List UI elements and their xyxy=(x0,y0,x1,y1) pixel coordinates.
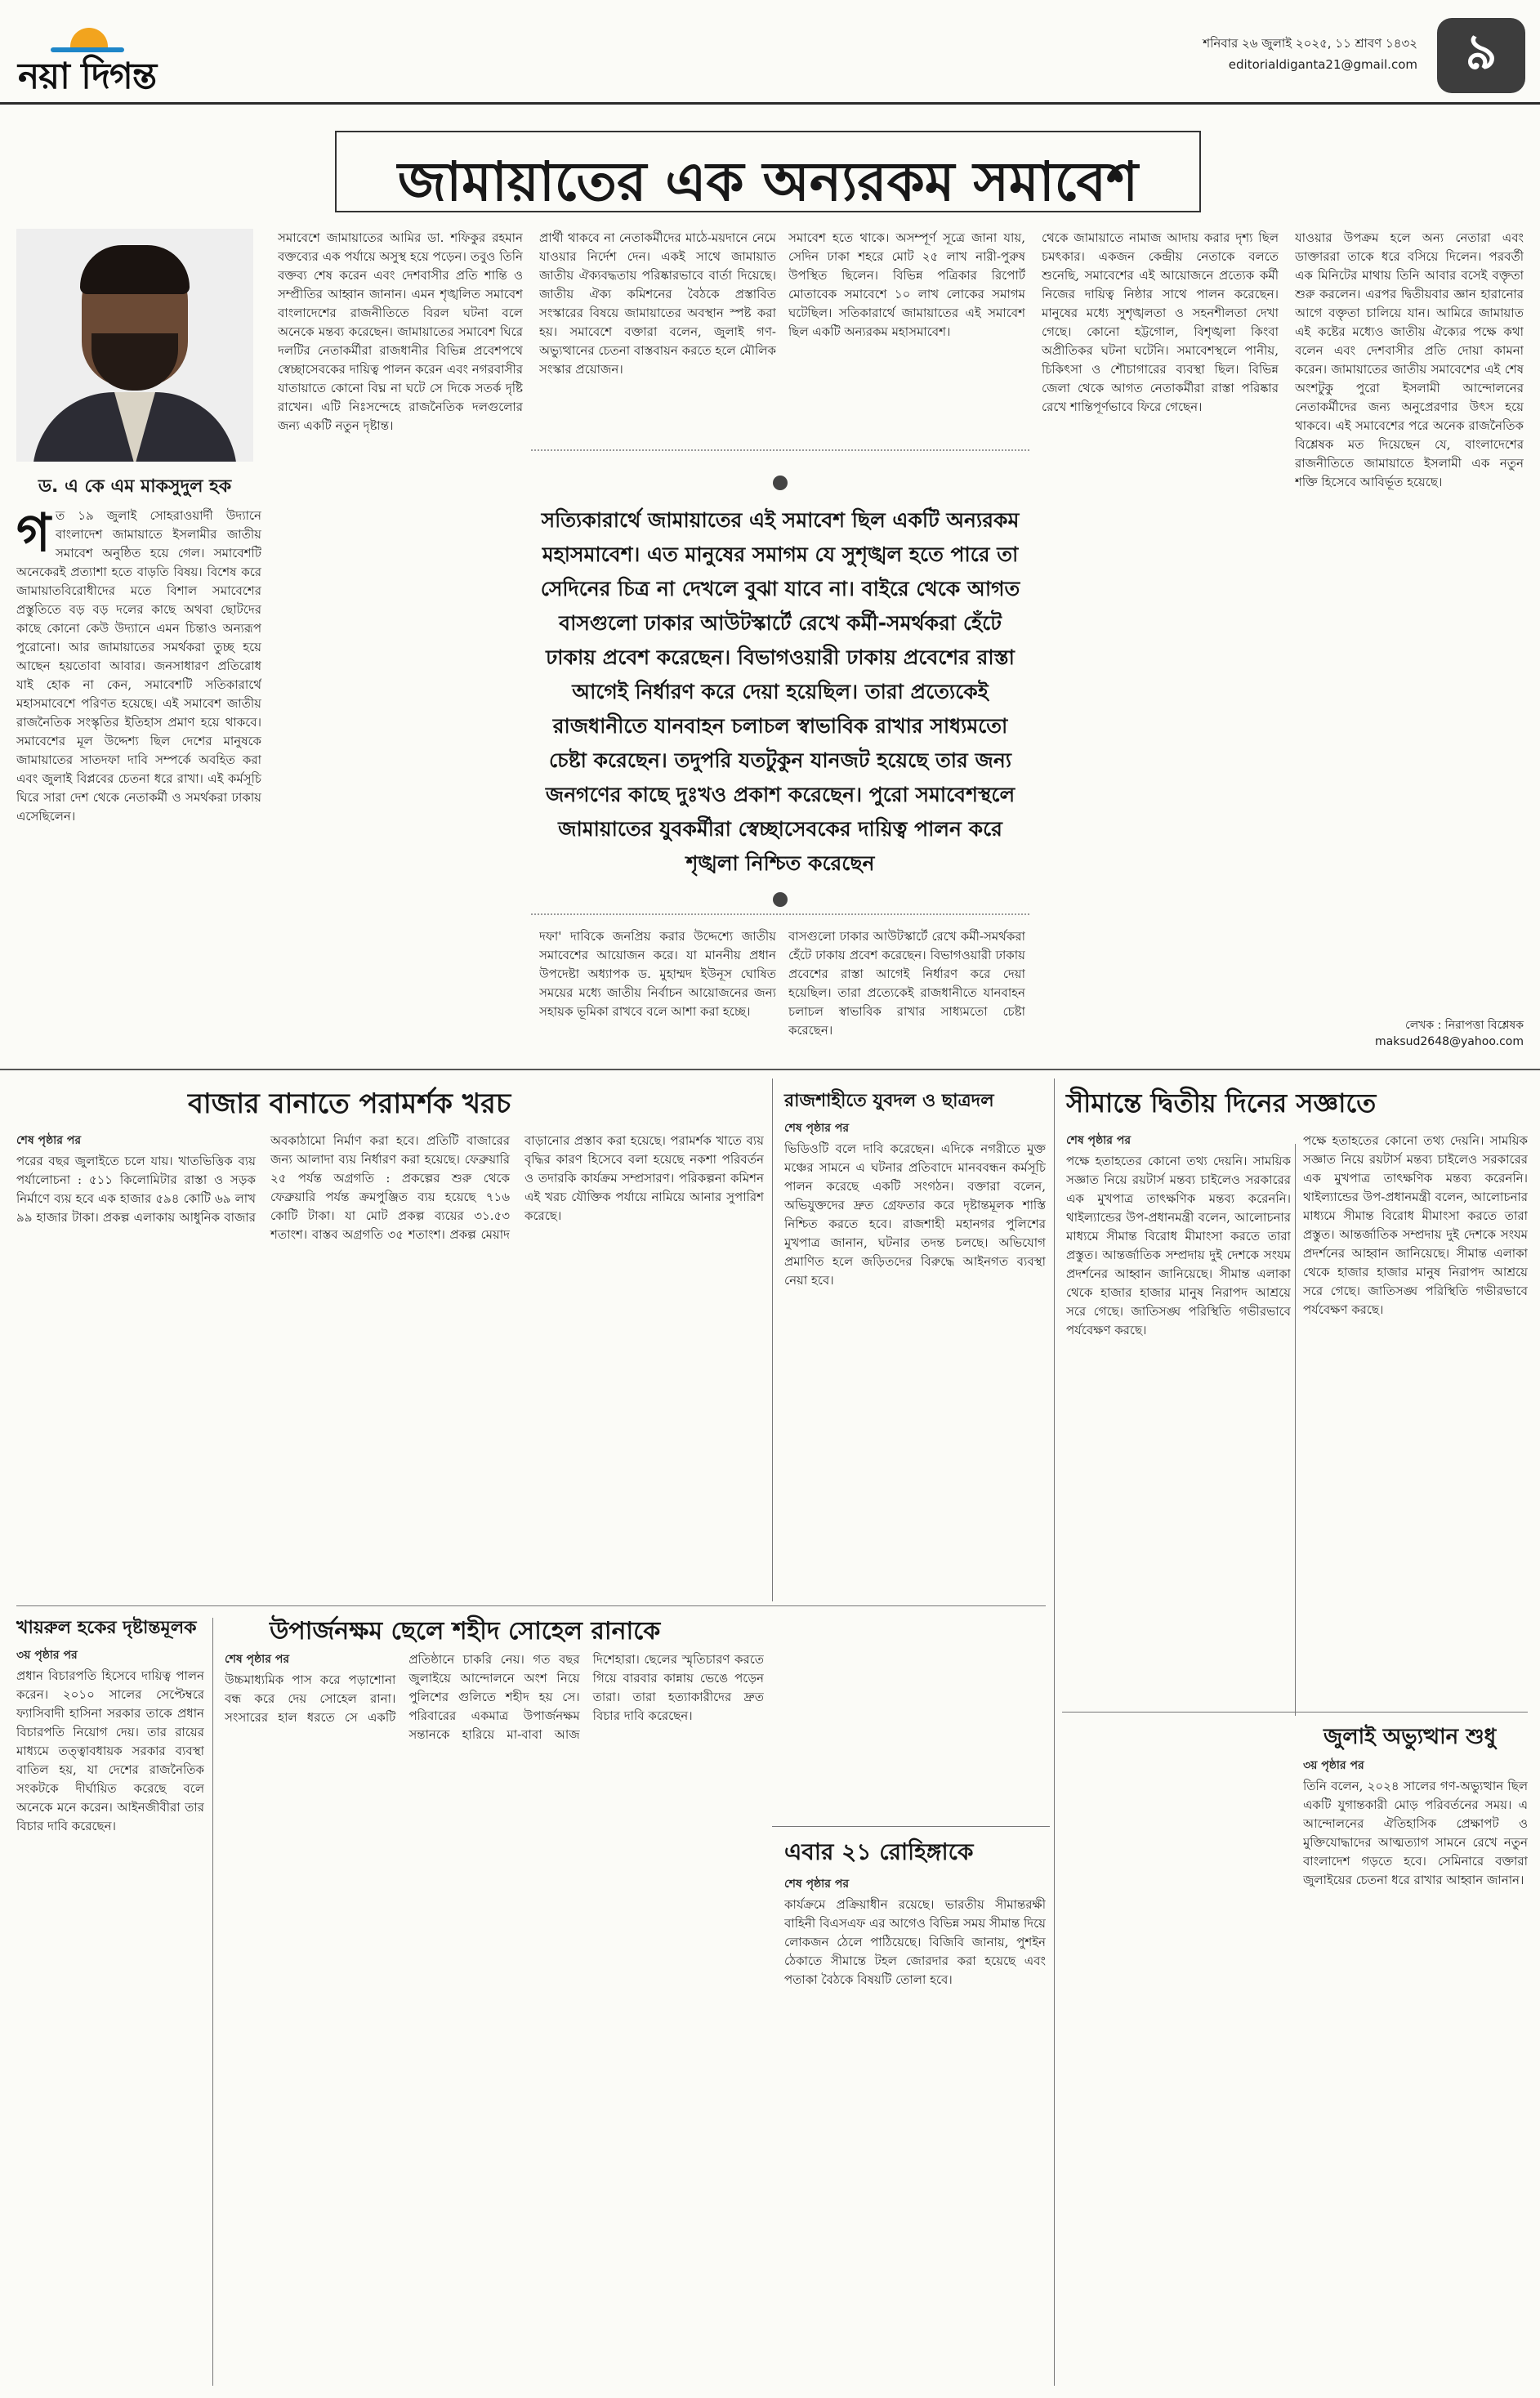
article-column-3-bottom xyxy=(539,927,776,1058)
story-headline[interactable]: সীমান্তে দ্বিতীয় দিনের সজ্ঞাতে xyxy=(1066,1087,1377,1119)
continuation-tag: শেষ পৃষ্ঠার পর xyxy=(16,1134,82,1147)
story-text: ভিডিওটি বলে দাবি করেছেন। এদিকে নগরীতে মুক্ত মঞ্চের সামনে এ ঘটনার প্রতিবাদে মানববন্ধন কর্মসূচি পালন করেছে একটি সংগঠন। বক্তারা বলেন, অভিযুক্তদের দ্রুত গ্রেফতার করে দৃষ্টান্তমূলক শাস্তি নিশ্চিত করতে হবে। রাজশাহী মহানগর পুলিশের মুখপাত্র জানান, ঘটনার তদন্ত চলছে। অভিযোগ প্রমাণিত হলে জড়িতদের বিরুদ্ধে আইনগত ব্যবস্থা নেয়া হবে। xyxy=(784,1141,1046,1288)
story-text: উচ্চমাধ্যমিক পাস করে পড়াশোনা বন্ধ করে দেয় সোহেল রানা। সংসারের হাল ধরতে সে একটি প্রতিষ্ঠানে চাকরি নেয়। গত বছর জুলাইয়ে আন্দোলনে অংশ নিয়ে পুলিশের গুলিতে শহীদ হয় সে। পরিবারের একমাত্র উপার্জনক্ষম সন্তানকে হারিয়ে মা-বাবা আজ দিশেহারা। ছেলের স্মৃতিচারণ করতে গিয়ে বারবার কান্নায় ভেঙে পড়েন তারা। তারা হত্যাকারীদের দ্রুত বিচার দাবি করেছেন। xyxy=(225,1652,764,1742)
article-column-1 xyxy=(16,507,261,1013)
story-text: তিনি বলেন, ২০২৪ সালের গণ-অভ্যুত্থান ছিল একটি যুগান্তকারী মোড় পরিবর্তনের সময়। এ আন্দোলনের ঐতিহাসিক প্রেক্ষাপট ও মুক্তিযোদ্ধাদের আত্মত্যাগ সামনে রেখে নতুন বাংলাদেশ গড়তে হবে। সেমিনারে বক্তারা জুলাইয়ের চেতনা ধরে রাখার আহ্বান জানান। xyxy=(1303,1779,1528,1887)
pull-quote-text: সত্যিকারার্থে জামায়াতের এই সমাবেশ ছিল একটি অন্যরকম মহাসমাবেশ। এত মানুষের সমাগম যে সুশৃঙ্খল হতে পারে তা সেদিনের চিত্র না দেখলে বুঝা যাবে না। বাইরে থেকে আগত বাসগুলো ঢাকার আউটস্কার্টে রেখে কর্মী-সমর্থকরা হেঁটে ঢাকায় প্রবেশ করেছেন। বিভাগওয়ারী ঢাকায় প্রবেশের রাস্তা আগেই নির্ধারণ করে দেয়া হয়েছিল। তারা প্রত্যেকেই রাজধানীতে যানবাহন চলাচল স্বাভাবিক রাখার সাধ্যমতো চেষ্টা করেছেন। তদুপরি যতটুকুন যানজট হয়েছে তার জন্য জনগণের কাছে দুঃখও প্রকাশ করেছেন। পুরো সমাবেশস্থলে জামায়াতের যুবকর্মীরা স্বেচ্ছাসেবকের দায়িত্ব পালন করে শৃঙ্খলা নিশ্চিত করেছেন xyxy=(540,508,1020,875)
bullet-icon xyxy=(773,892,788,907)
continuation-tag: ৩য় পৃষ্ঠার পর xyxy=(16,1649,78,1662)
story-text: পরের বছর জুলাইতে চলে যায়। খাতভিত্তিক ব্যয় পর্যালোচনা : ৫১১ কিলোমিটার রাস্তা ও সড়ক নির্মাণে ব্যয় হবে এক হাজার ৫৯৪ কোটি ৬৯ লাখ ৯৯ হাজার টাকা। প্রকল্প এলাকায় আধুনিক বাজার অবকাঠামো নির্মাণ করা হবে। প্রতিটি বাজারের জন্য আলাদা ব্যয় নির্ধারণ করা হয়েছে। ফেব্রুয়ারি ২৫ পর্যন্ত অগ্রগতি : প্রকল্পের শুরু থেকে ফেব্রুয়ারি পর্যন্ত ক্রমপুঞ্জিত ব্যয় হয়েছে ৭১৬ কোটি টাকা। যা মোট প্রকল্প ব্যয়ের ৩১.৫৩ শতাংশ। বাস্তব অগ্রগতি ৩৫ শতাংশ। প্রকল্প মেয়াদ বাড়ানোর প্রস্তাব করা হয়েছে। পরামর্শক খাতে ব্যয় বৃদ্ধির কারণ হিসেবে বলা হয়েছে নকশা পরিবর্তন ও তদারকি কার্যক্রম সম্প্রসারণ। পরিকল্পনা কমিশন এই খরচ যৌক্তিক পর্যায়ে নামিয়ে আনার সুপারিশ করেছে। xyxy=(16,1133,764,1242)
pull-quote xyxy=(531,449,1029,915)
column-divider xyxy=(1295,1144,1296,1716)
editorial-email[interactable]: editorialdiganta21@gmail.com xyxy=(1228,57,1417,72)
continuation-tag: শেষ পৃষ্ঠার পর xyxy=(225,1653,290,1666)
column-text: ত ১৯ জুলাই সোহরাওয়ার্দী উদ্যানে বাংলাদেশ জামায়াতে ইসলামীর জাতীয় সমাবেশ অনুষ্ঠিত হয়ে গেল। সমাবেশটি অনেকেরই প্রত্যাশা হতে বাড়তি বিষয়। বিশেষ করে জামায়াতবিরোধীদের মতে বিশাল সমাবেশের প্রস্তুতিতে বড় বড় দলের কাছে অথবা ছোটদের কাছে কোনো কেউ উদ্যানে এমন চিন্তাও অন্যরূপ পুরোনো। আর জামায়াতের সমর্থকরা তুচ্ছ হয়ে আছেন হয়তোবা আবার। জনসাধারণ প্রতিরোধ যাই হোক না কেন, সমাবেশটি সতিকারার্থে মহাসমাবেশে পরিণত হয়েছে। এই সমাবেশ জাতীয় রাজনৈতিক সংস্কৃতির ইতিহাস প্রমাণ হয়ে থাকবে। সমাবেশের মূল উদ্দেশ্য ছিল দেশের মানুষকে জামায়াতের সাতদফা দাবি সম্পর্কে অবহিত করা এবং জুলাই বিপ্লবের চেতনা ধরে রাখা। এই কর্মসূচি ঘিরে সারা দেশ থেকে নেতাকর্মী ও সমর্থকরা ঢাকায় এসেছিলেন। xyxy=(16,508,261,824)
story-headline[interactable]: এবার ২১ রোহিঙ্গাকে xyxy=(784,1838,974,1865)
article-column-6 xyxy=(1295,229,1524,997)
story-headline[interactable]: জুলাই অভ্যুত্থান শুধু xyxy=(1324,1725,1497,1749)
column-divider xyxy=(772,1078,773,1601)
column-text: সমাবেশ হতে থাকে। অসম্পূর্ণ সূত্রে জানা যায়, সেদিন ঢাকা শহরে মোট ২৫ লাখ নারী-পুরুষ উপস্থিত ছিলেন। বিভিন্ন পত্রিকার রিপোর্ট মোতাবেক সমাবেশে ১০ লাখ লোকের সমাগম ঘটেছিল। সতিকারার্থে জামায়াতের এই সমাবেশ ছিল একটি অন্যরকম মহাসমাবেশ। xyxy=(788,230,1025,339)
continuation-tag: শেষ পৃষ্ঠার পর xyxy=(784,1878,850,1891)
page-number: ৯ xyxy=(1437,18,1525,93)
sun-icon xyxy=(70,28,108,47)
continuation-tag: শেষ পৃষ্ঠার পর xyxy=(1066,1134,1132,1147)
story-text: পক্ষে হতাহতের কোনো তথ্য দেয়নি। সাময়িক সজ্ঞাত নিয়ে রয়টার্স মন্তব্য চাইলেও সরকারের এক মুখপাত্র তাৎক্ষণিক মন্তব্য করেননি। থাইল্যান্ডের উপ-প্রধানমন্ত্রী বলেন, আলোচনার মাধ্যমে সীমান্ত বিরোধ মীমাংসা করতে তারা প্রস্তুত। আন্তর্জাতিক সম্প্রদায় দুই দেশকে সংযম প্রদর্শনের আহ্বান জানিয়েছে। সীমান্ত এলাকা থেকে হাজার হাজার মানুষ নিরাপদ আশ্রয়ে সরে গেছে। জাতিসঙ্ঘ পরিস্থিতি গভীরভাবে পর্যবেক্ষণ করছে। xyxy=(1066,1154,1291,1337)
column-divider xyxy=(212,1618,213,2386)
story-headline[interactable]: উপার্জনক্ষম ছেলে শহীদ সোহেল রানাকে xyxy=(270,1617,661,1646)
continuation-tag: ৩য় পৃষ্ঠার পর xyxy=(1303,1759,1364,1772)
column-text: দফা' দাবিকে জনপ্রিয় করার উদ্দেশ্যে জাতীয় সমাবেশের আয়োজন করে। যা মাননীয় প্রধান উপদেষ্টা অধ্যাপক ড. মুহাম্মদ ইউনূস ঘোষিত সময়ের মধ্যে জাতীয় নির্বাচন আয়োজনের জন্য সহায়ক ভূমিকা রাখবে বলে আশা করা হচ্ছে। xyxy=(539,929,776,1019)
date-block xyxy=(1203,33,1417,75)
date-line: শনিবার ২৬ জুলাই ২০২৫, ১১ শ্রাবণ ১৪৩২ xyxy=(1203,36,1417,51)
article-column-5 xyxy=(1042,229,1279,1054)
story-text: পক্ষে হতাহতের কোনো তথ্য দেয়নি। সাময়িক সজ্ঞাত নিয়ে রয়টার্স মন্তব্য চাইলেও সরকারের এক মুখপাত্র তাৎক্ষণিক মন্তব্য করেননি। থাইল্যান্ডের উপ-প্রধানমন্ত্রী বলেন, আলোচনার মাধ্যমে সীমান্ত বিরোধ মীমাংসা করতে তারা প্রস্তুত। আন্তর্জাতিক সম্প্রদায় দুই দেশকে সংযম প্রদর্শনের আহ্বান জানিয়েছে। সীমান্ত এলাকা থেকে হাজার হাজার মানুষ নিরাপদ আশ্রয়ে সরে গেছে। জাতিসঙ্ঘ পরিস্থিতি গভীরভাবে পর্যবেক্ষণ করছে। xyxy=(1303,1133,1528,1317)
story-body-col-1 xyxy=(1066,1132,1291,2382)
lead-headline[interactable]: জামায়াতের এক অন্যরকম সমাবেশ xyxy=(397,150,1139,213)
article-column-2 xyxy=(278,229,523,1013)
story-body xyxy=(1303,1757,1528,2386)
lead-article xyxy=(0,123,1540,1070)
continuation-tag: শেষ পৃষ্ঠার পর xyxy=(784,1122,850,1135)
article-column-4-bottom xyxy=(788,927,1025,1058)
article-column-4-top xyxy=(788,229,1025,441)
author-tag xyxy=(1375,1017,1524,1050)
author-photo xyxy=(16,229,253,462)
story-body xyxy=(784,1875,1046,2382)
story-body-col-2 xyxy=(1303,1132,1528,1704)
story-headline[interactable]: বাজার বানাতে পরামর্শক খরচ xyxy=(188,1087,511,1120)
column-text: থেকে জামায়াতে নামাজ আদায় করার দৃশ্য ছিল চমৎকার। একজন কেন্দ্রীয় নেতাকে বলতে শুনেছি, সমাবেশের এই আয়োজনে প্রত্যেক কর্মী নিজের দায়িত্ব নিষ্ঠার সাথে পালন করেছেন। মানুষের মধ্যে সুশৃঙ্খলতা ও সহনশীলতা দেখা গেছে। কোনো হট্টগোল, বিশৃঙ্খলা কিংবা অপ্রীতিকর ঘটনা ঘটেনি। সমাবেশস্থলে পানীয়, চিকিৎসা ও শৌচাগারের ব্যবস্থা ছিল। বিভিন্ন জেলা থেকে আগত নেতাকর্মীরা রাস্তা পরিষ্কার রেখে শান্তিপূর্ণভাবে ফিরে গেছেন। xyxy=(1042,230,1279,414)
newspaper-name: নয়া দিগন্ত xyxy=(18,56,157,97)
drop-cap: গ xyxy=(16,507,51,564)
story-body xyxy=(784,1119,1046,1814)
photo-beard xyxy=(92,333,178,391)
column-text: বাসগুলো ঢাকার আউটস্কার্টে রেখে কর্মী-সমর্থকরা হেঁটে ঢাকায় প্রবেশ করেছেন। বিভাগওয়ারী ঢাকায় প্রবেশের রাস্তা আগেই নির্ধারণ করে দেয়া হয়েছিল। তারা প্রত্যেকেই রাজধানীতে যানবাহন চলাচল স্বাভাবিক রাখার সাধ্যমতো চেষ্টা করেছেন। xyxy=(788,929,1025,1038)
story-headline[interactable]: খায়রুল হকের দৃষ্টান্তমূলক xyxy=(16,1618,197,1638)
masthead xyxy=(0,0,1540,105)
author-role: লেখক : নিরাপত্তা বিশ্লেষক xyxy=(1405,1019,1524,1032)
story-body xyxy=(16,1132,764,1597)
column-text: যাওয়ার উপক্রম হলে অন্য নেতারা এবং ডাক্তাররা তাকে ধরে বসিয়ে দিলেন। পরবর্তী এক মিনিটের মাথায় তিনি আবার বসেই বক্তৃতা শুরু করলেন। এরপর দ্বিতীয়বার জ্ঞান হারানোর আগে বক্তৃতা চালিয়ে যান। আমিরে জামায়াত এই কষ্টের মধ্যেও জাতীয় ঐক্যের পক্ষে কথা বলেন এবং দেশবাসীর প্রতি দোয়া কামনা করেন। জামায়াতের জাতীয় সমাবেশের এই শেষ অংশটুকু পুরো ইসলামী আন্দোলনের নেতাকর্মীদের জন্য অনুপ্রেরণার উৎস হয়ে থাকবে। এই সমাবেশের পরে অনেক রাজনৈতিক বিশ্লেষক মত দিয়েছেন যে, বাংলাদেশের রাজনীতিতে জামায়াতে ইসলামী এক নতুন শক্তি হিসেবে আবির্ভূত হয়েছে। xyxy=(1295,230,1524,489)
column-divider xyxy=(1054,1078,1055,2386)
story-body xyxy=(16,1646,204,2382)
newspaper-logo[interactable] xyxy=(18,26,263,97)
section-divider xyxy=(772,1826,1050,1827)
story-body xyxy=(225,1650,764,2382)
author-byline: ড. এ কে এম মাকসুদুল হক xyxy=(38,476,232,497)
story-text: কার্যক্রমে প্রক্রিয়াধীন রয়েছে। ভারতীয় সীমান্তরক্ষী বাহিনী বিএসএফ এর আগেও বিভিন্ন সময় সীমান্ত দিয়ে লোকজন ঠেলে পাঠিয়েছে। বিজিবি জানায়, পুশইন ঠেকাতে সীমান্তে টহল জোরদার করা হয়েছে এবং পতাকা বৈঠকে বিষয়টি তোলা হবে। xyxy=(784,1897,1046,1987)
article-column-3-top xyxy=(539,229,776,441)
story-headline[interactable]: রাজশাহীতে যুবদল ও ছাত্রদল xyxy=(784,1091,994,1111)
bullet-icon xyxy=(773,476,788,490)
column-text: প্রার্থী থাকবে না নেতাকর্মীদের মাঠে-ময়দানে নেমে যাওয়ার নির্দেশ দেন। একই সাথে জামায়াত জাতীয় ঐক্যবদ্ধতায় পরিষ্কারভাবে বার্তা দিয়েছে। জাতীয় ঐক্য কমিশনের বৈঠকে প্রস্তাবিত সংস্কারের বিষয়ে জামায়াতের অবস্থান স্পষ্ট করা হয়। সমাবেশে বক্তারা বলেন, জুলাই গণ-অভ্যুত্থানের চেতনা বাস্তবায়ন করতে হলে মৌলিক সংস্কার প্রয়োজন। xyxy=(539,230,776,377)
column-text: সমাবেশে জামায়াতের আমির ডা. শফিকুর রহমান বক্তব্যের এক পর্যায়ে অসুস্থ হয়ে পড়েন। তবুও তিনি বক্তব্য শেষ করেন এবং দেশবাসীর প্রতি শান্তি ও সম্প্রীতির আহ্বান জানান। এমন শৃঙ্খলিত সমাবেশ বাংলাদেশের রাজনীতিতে বিরল ঘটনা বলে অনেকে মন্তব্য করেছেন। জামায়াতের সমাবেশ ঘিরে দলটির নেতাকর্মীরা রাজধানীর বিভিন্ন প্রবেশপথে স্বেচ্ছাসেবকের দায়িত্ব পালন করেন এবং নগরবাসীর যাতায়াতে কোনো বিঘ্ন না ঘটে সে দিকে সতর্ক দৃষ্টি রাখেন। এটি নিঃসন্দেহে রাজনৈতিক দলগুলোর জন্য একটি নতুন দৃষ্টান্ত। xyxy=(278,230,523,433)
author-email[interactable]: maksud2648@yahoo.com xyxy=(1375,1035,1524,1048)
photo-hair xyxy=(80,245,190,294)
story-text: প্রধান বিচারপতি হিসেবে দায়িত্ব পালন করেন। ২০১০ সালের সেপ্টেম্বরে ফ্যাসিবাদী হাসিনা সরকার তাকে প্রধান বিচারপতি নিয়োগ দেয়। তার রায়ের মাধ্যমে তত্ত্বাবধায়ক সরকার ব্যবস্থা বাতিল হয়, যা দেশের রাজনৈতিক সংকটকে দীর্ঘায়িত করেছে বলে অনেকে মনে করেন। আইনজীবীরা তার বিচার দাবি করেছেন। xyxy=(16,1668,204,1833)
